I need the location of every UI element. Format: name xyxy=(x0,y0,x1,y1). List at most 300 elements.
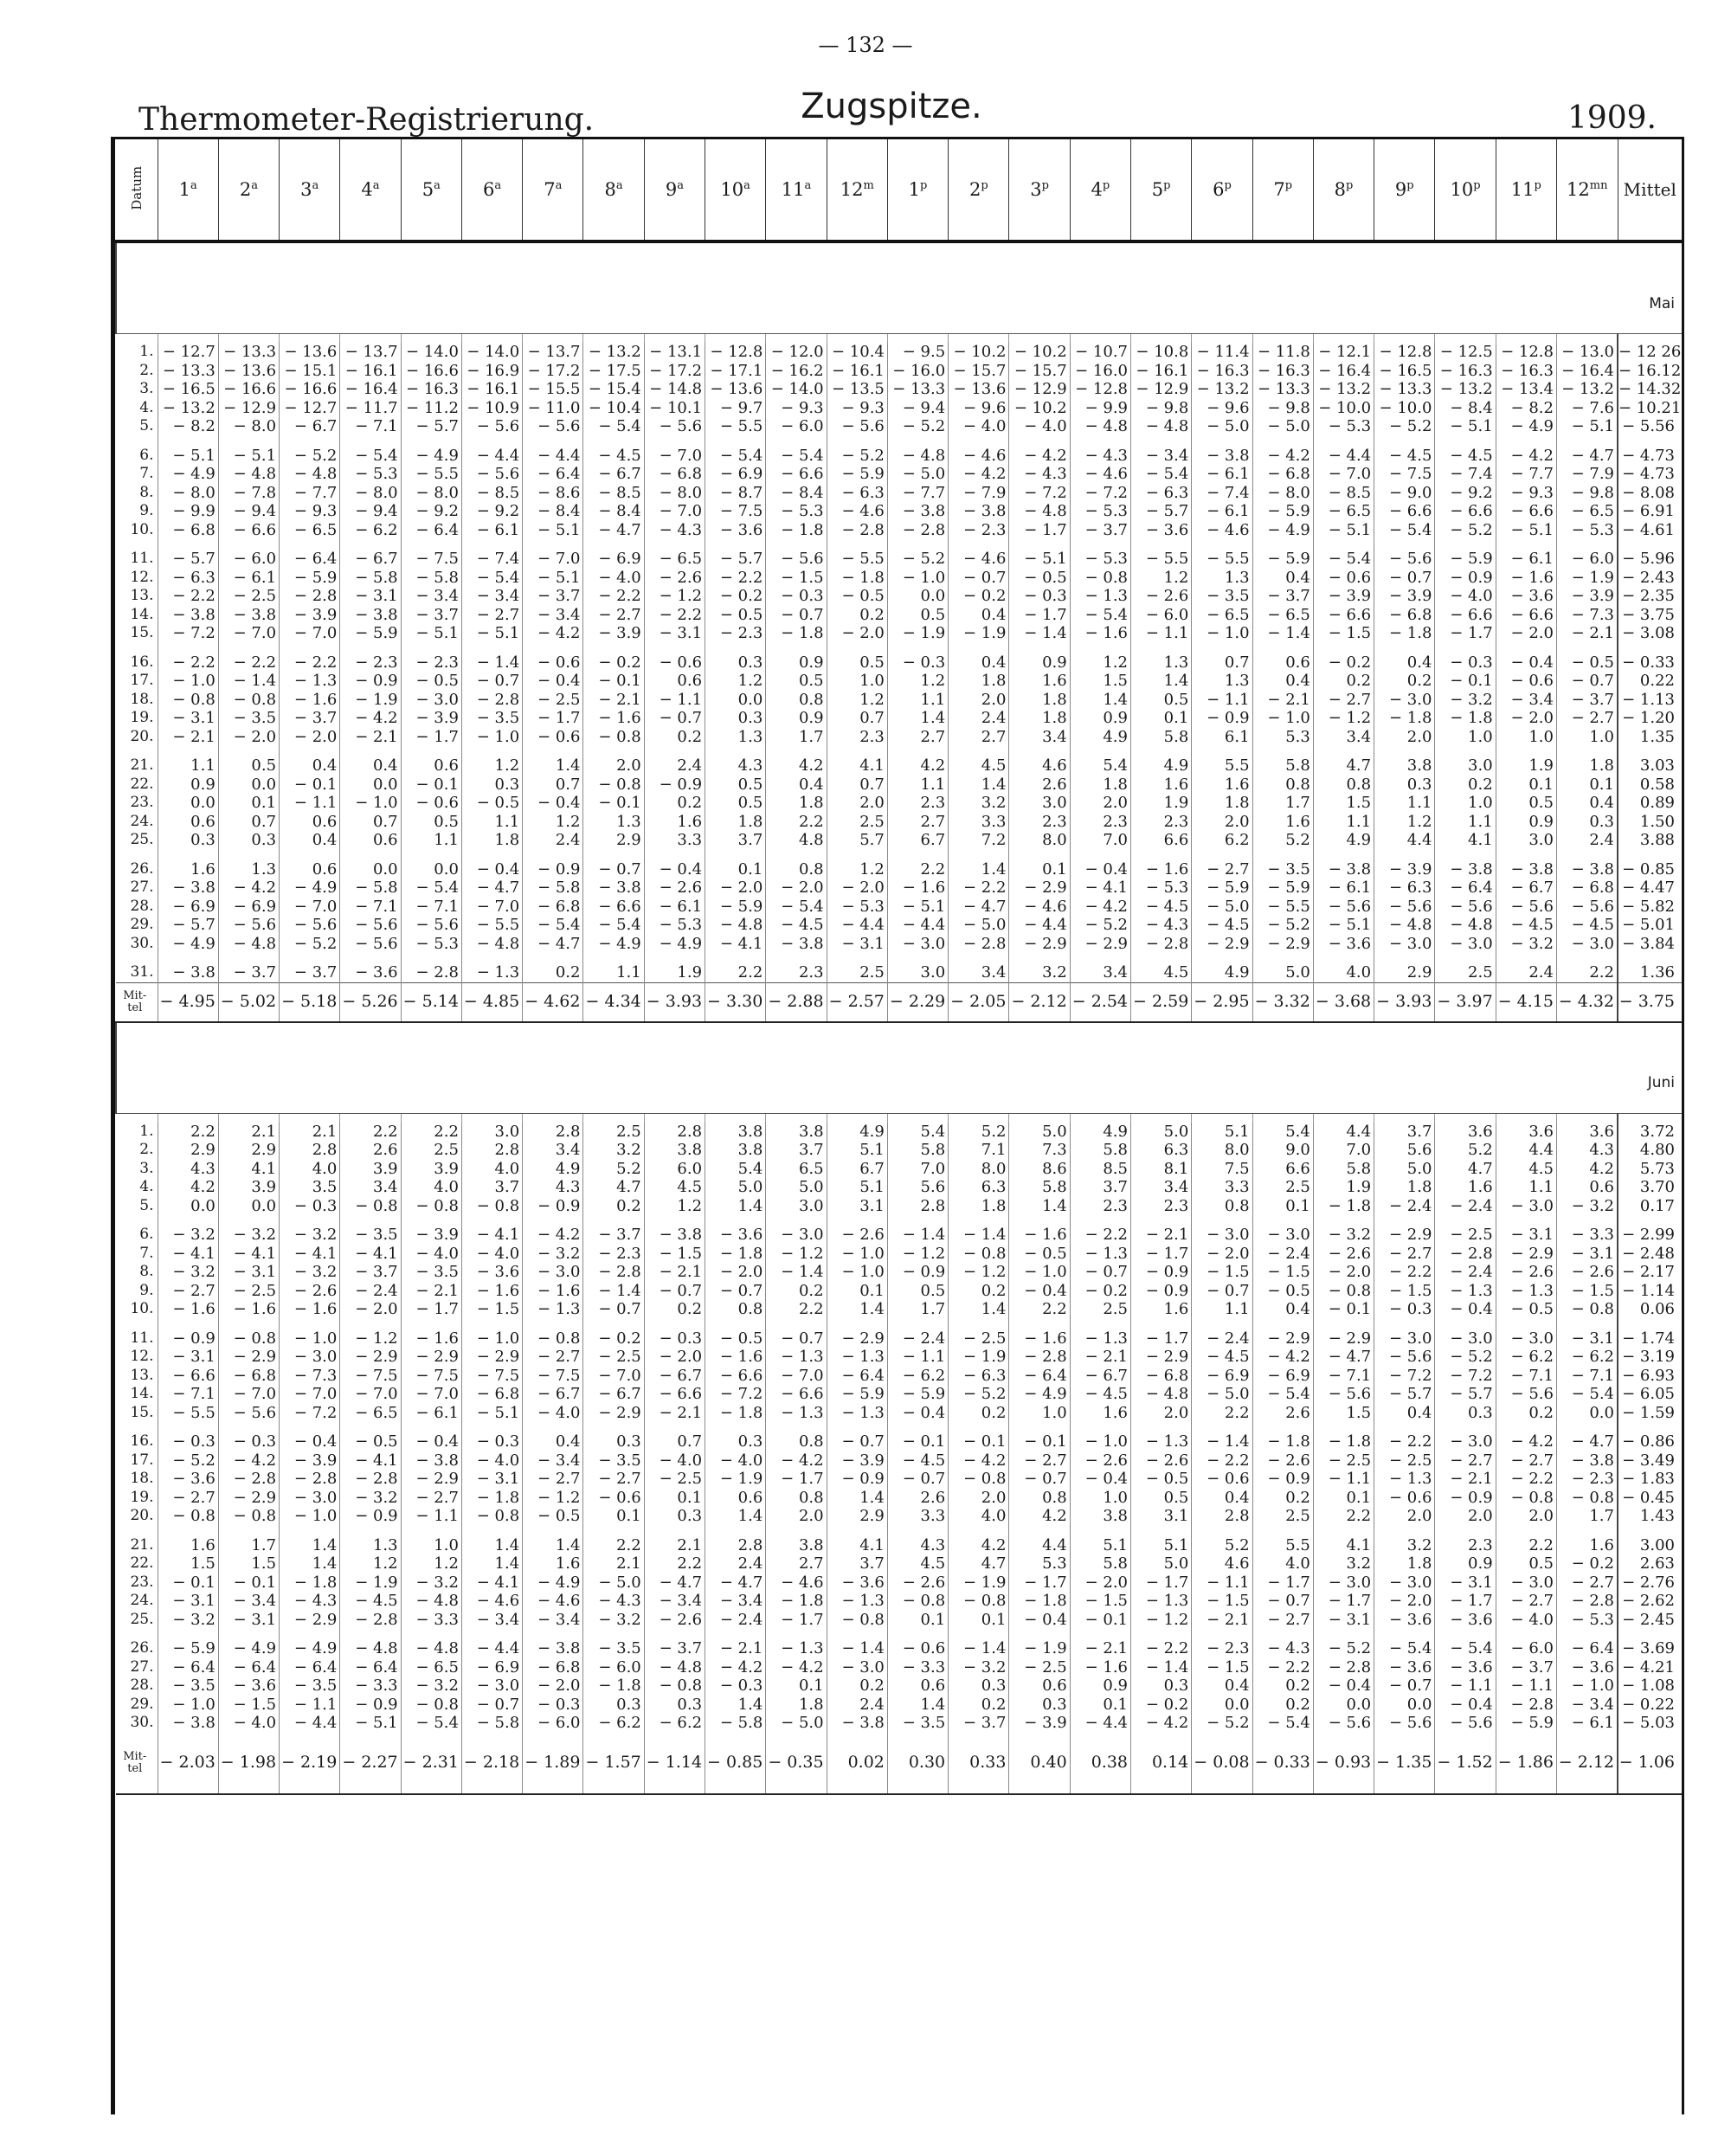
temp-cell: − 0.7 xyxy=(1556,672,1618,691)
temp-cell: 0.3 xyxy=(949,1677,1009,1696)
daily-mean-cell: 2.63 xyxy=(1618,1554,1682,1574)
temp-cell: 4.2 xyxy=(158,1178,218,1197)
daily-mean-cell: 3.03 xyxy=(1618,746,1682,776)
temp-cell: − 7.2 xyxy=(1435,1367,1496,1386)
spacer-cell xyxy=(1252,334,1313,344)
temp-cell: − 7.7 xyxy=(887,484,948,503)
temp-cell: − 4.0 xyxy=(523,1404,583,1423)
temp-cell: 4.2 xyxy=(1556,1160,1618,1179)
temp-cell: − 5.0 xyxy=(583,1574,644,1593)
temp-cell: − 1.6 xyxy=(401,1319,461,1348)
temp-cell: − 3.7 xyxy=(280,709,340,728)
temp-cell: − 4.7 xyxy=(705,1574,766,1593)
temp-cell: 2.1 xyxy=(583,1554,644,1574)
temp-cell: − 8.4 xyxy=(766,484,827,503)
temp-cell: 0.0 xyxy=(887,587,948,606)
temp-cell: 4.2 xyxy=(887,746,948,776)
monthly-mean-row xyxy=(116,1733,1682,1794)
temp-cell: − 1.0 xyxy=(1556,1677,1618,1696)
temp-cell: − 1.6 xyxy=(1070,624,1130,643)
temp-cell: − 5.2 xyxy=(280,436,340,466)
day-cell: 22. xyxy=(116,776,158,795)
temp-cell: − 2.0 xyxy=(827,624,887,643)
temp-cell: 0.1 xyxy=(218,794,279,813)
temp-cell: 3.0 xyxy=(461,1123,522,1142)
temp-cell: − 5.9 xyxy=(158,1629,218,1658)
temp-cell: − 5.9 xyxy=(280,569,340,588)
temp-cell: − 5.1 xyxy=(340,1714,401,1733)
temp-cell: − 8.2 xyxy=(158,417,218,436)
temp-cell: − 6.4 xyxy=(1556,1629,1618,1658)
temp-cell: − 4.7 xyxy=(644,1574,705,1593)
temp-cell: − 5.7 xyxy=(705,539,766,569)
day-cell: 16. xyxy=(116,1422,158,1451)
mean-value-cell: 0.30 xyxy=(887,1733,948,1794)
temp-cell: 9.0 xyxy=(1252,1141,1313,1160)
temp-cell: − 4.3 xyxy=(644,521,705,540)
temp-cell: 4.5 xyxy=(1131,953,1192,982)
temp-cell: − 1.3 xyxy=(280,672,340,691)
temp-cell: 1.9 xyxy=(1496,746,1556,776)
temp-cell: − 3.1 xyxy=(1435,1574,1496,1593)
temp-cell: − 13.3 xyxy=(218,343,279,362)
temp-cell: 5.8 xyxy=(1070,1554,1130,1574)
temp-cell: − 16.1 xyxy=(461,380,522,399)
temp-cell: − 3.1 xyxy=(461,1470,522,1489)
temp-cell: 5.0 xyxy=(1131,1554,1192,1574)
temp-cell: − 2.8 xyxy=(1435,1245,1496,1264)
column-header-hour: $12^{mn}$ xyxy=(1556,139,1618,241)
day-cell: 21. xyxy=(116,746,158,776)
temp-cell: − 5.1 xyxy=(1313,916,1374,935)
temp-cell: 3.6 xyxy=(1496,1123,1556,1142)
temp-cell: − 3.5 xyxy=(280,1677,340,1696)
temp-cell: − 1.7 xyxy=(1009,606,1070,625)
temp-cell: − 7.0 xyxy=(218,1385,279,1404)
temp-cell: − 5.4 xyxy=(523,916,583,935)
temp-cell: 1.8 xyxy=(1009,709,1070,728)
temp-cell: − 8.4 xyxy=(523,502,583,521)
temp-cell: 2.2 xyxy=(1009,1300,1070,1319)
mean-value-cell: − 2.57 xyxy=(827,982,887,1022)
temp-cell: 1.5 xyxy=(1313,794,1374,813)
day-cell: 2. xyxy=(116,362,158,381)
mean-value-cell: − 2.03 xyxy=(158,1733,218,1794)
spacer-cell xyxy=(705,334,766,344)
temp-cell: − 2.6 xyxy=(644,1611,705,1630)
temp-cell: 7.0 xyxy=(1070,831,1130,850)
temp-cell: − 1.0 xyxy=(827,1263,887,1282)
temp-cell: 5.0 xyxy=(1009,1123,1070,1142)
temp-cell: 1.2 xyxy=(705,672,766,691)
daily-mean-cell: − 16.12 xyxy=(1618,361,1682,380)
temp-cell: − 0.1 xyxy=(949,1422,1009,1451)
spacer-cell xyxy=(218,334,279,344)
temp-cell: − 4.8 xyxy=(340,1629,401,1658)
temp-cell: − 14.8 xyxy=(644,380,705,399)
temp-cell: − 0.2 xyxy=(705,587,766,606)
hour-suffix: p xyxy=(1224,179,1232,192)
temp-cell: 4.8 xyxy=(766,831,827,850)
temp-cell: − 2.8 xyxy=(1496,1696,1556,1715)
mean-value-cell: − 4.85 xyxy=(461,982,522,1022)
day-cell: 8. xyxy=(116,484,158,503)
temp-cell: − 2.8 xyxy=(827,521,887,540)
temp-cell: 0.2 xyxy=(1252,1696,1313,1715)
spacer-cell xyxy=(280,334,340,344)
mean-value-cell: − 4.15 xyxy=(1496,982,1556,1022)
temp-cell: − 1.5 xyxy=(1374,1282,1435,1301)
temp-cell: − 2.7 xyxy=(583,606,644,625)
temp-cell: − 6.0 xyxy=(523,1714,583,1733)
temp-cell: 7.0 xyxy=(1313,1141,1374,1160)
daily-mean-cell: 3.72 xyxy=(1618,1123,1682,1142)
daily-mean-cell: − 2.76 xyxy=(1618,1574,1682,1593)
temp-cell: − 5.6 xyxy=(218,916,279,935)
temp-cell: − 17.5 xyxy=(583,362,644,381)
temp-cell: 2.2 xyxy=(766,813,827,832)
temp-cell: − 4.6 xyxy=(461,1592,522,1611)
temp-cell: 0.0 xyxy=(218,776,279,795)
temp-cell: − 3.1 xyxy=(1556,1245,1618,1264)
daily-mean-cell: 3.00 xyxy=(1618,1526,1682,1555)
temp-cell: 3.3 xyxy=(644,831,705,850)
daily-mean-cell: − 3.08 xyxy=(1618,624,1682,643)
temp-cell: − 0.9 xyxy=(1435,569,1496,588)
temp-cell: − 6.7 xyxy=(583,1385,644,1404)
temp-cell: − 3.1 xyxy=(827,935,887,954)
daily-mean-cell: − 5.82 xyxy=(1618,898,1682,917)
temp-cell: − 16.1 xyxy=(340,362,401,381)
temp-cell: − 2.1 xyxy=(583,691,644,710)
temp-cell: − 6.6 xyxy=(644,1385,705,1404)
temp-cell: − 3.6 xyxy=(1313,935,1374,954)
temp-cell: − 3.6 xyxy=(1435,1658,1496,1677)
temp-cell: − 2.0 xyxy=(644,1348,705,1367)
spacer-cell xyxy=(340,334,401,344)
temp-cell: − 0.9 xyxy=(158,1319,218,1348)
day-cell: 12. xyxy=(116,1348,158,1367)
temp-cell: − 12.9 xyxy=(1009,380,1070,399)
mean-value-cell: − 5.26 xyxy=(340,982,401,1022)
temp-cell: − 5.4 xyxy=(1313,539,1374,569)
temp-cell: − 4.6 xyxy=(1070,465,1130,484)
temp-cell: − 2.2 xyxy=(1252,1658,1313,1677)
temp-cell: 0.7 xyxy=(1192,643,1252,673)
column-header-hour: 7$^a$ xyxy=(523,139,583,241)
temp-cell: − 17.1 xyxy=(705,362,766,381)
day-cell: 4. xyxy=(116,1178,158,1197)
temp-cell: 0.2 xyxy=(644,728,705,747)
temp-cell: − 1.1 xyxy=(1192,691,1252,710)
temp-cell: − 3.0 xyxy=(1496,1319,1556,1348)
table-row xyxy=(116,502,1682,521)
temp-cell: − 4.8 xyxy=(644,1658,705,1677)
temp-cell: 4.0 xyxy=(401,1178,461,1197)
temp-cell: − 0.8 xyxy=(461,1197,522,1216)
temp-cell: − 3.9 xyxy=(827,1451,887,1471)
spacer-cell xyxy=(949,334,1009,344)
temp-cell: − 4.9 xyxy=(1252,521,1313,540)
temp-cell: 0.9 xyxy=(766,709,827,728)
temp-cell: − 3.8 xyxy=(1496,850,1556,879)
temp-cell: − 3.2 xyxy=(949,1658,1009,1677)
temp-cell: − 2.1 xyxy=(644,1404,705,1423)
hour-suffix: p xyxy=(1284,179,1293,192)
temp-cell: − 6.5 xyxy=(1192,606,1252,625)
temp-cell: 5.0 xyxy=(766,1178,827,1197)
temp-cell: 2.8 xyxy=(1192,1507,1252,1526)
table-row xyxy=(116,850,1682,879)
temp-cell: − 5.1 xyxy=(523,569,583,588)
temp-cell: 3.8 xyxy=(705,1141,766,1160)
temp-cell: 3.7 xyxy=(1070,1178,1130,1197)
column-header-hour: 2$^p$ xyxy=(949,139,1009,241)
temp-cell: − 1.8 xyxy=(583,1677,644,1696)
spacer-cell xyxy=(1496,1113,1556,1123)
temp-cell: − 8.6 xyxy=(523,484,583,503)
temp-cell: − 2.2 xyxy=(280,643,340,673)
temp-cell: − 6.7 xyxy=(583,465,644,484)
temp-cell: 1.0 xyxy=(1070,1489,1130,1508)
temp-cell: − 3.2 xyxy=(583,1611,644,1630)
table-row xyxy=(116,1422,1682,1451)
temp-cell: − 0.1 xyxy=(158,1574,218,1593)
day-cell: 28. xyxy=(116,898,158,917)
temp-cell: − 4.9 xyxy=(644,935,705,954)
temp-cell: − 1.4 xyxy=(887,1215,948,1245)
temp-cell: − 0.8 xyxy=(949,1592,1009,1611)
temp-cell: − 2.7 xyxy=(523,1470,583,1489)
temp-cell: 4.2 xyxy=(1009,1507,1070,1526)
temp-cell: − 3.6 xyxy=(1435,1611,1496,1630)
temp-cell: − 1.8 xyxy=(1313,1197,1374,1216)
temp-cell: 2.8 xyxy=(280,1141,340,1160)
temp-cell: − 0.5 xyxy=(1009,569,1070,588)
temp-cell: 3.1 xyxy=(1131,1507,1192,1526)
temp-cell: − 11.7 xyxy=(340,399,401,418)
temp-cell: − 3.2 xyxy=(523,1245,583,1264)
table-row xyxy=(116,691,1682,710)
temp-cell: 1.4 xyxy=(523,1526,583,1555)
temp-cell: − 3.0 xyxy=(1435,935,1496,954)
temp-cell: − 6.0 xyxy=(1556,539,1618,569)
temp-cell: − 0.7 xyxy=(887,1470,948,1489)
temp-cell: − 2.8 xyxy=(280,587,340,606)
temp-cell: − 0.1 xyxy=(1009,1422,1070,1451)
temp-cell: − 10.1 xyxy=(644,399,705,418)
temp-cell: − 16.4 xyxy=(1556,362,1618,381)
temp-cell: − 3.1 xyxy=(1556,1319,1618,1348)
temp-cell: 1.4 xyxy=(949,1300,1009,1319)
temp-cell: − 2.7 xyxy=(1192,850,1252,879)
temp-cell: 1.3 xyxy=(340,1526,401,1555)
temp-cell: 3.2 xyxy=(583,1141,644,1160)
temp-cell: − 5.9 xyxy=(1252,502,1313,521)
temp-cell: − 0.3 xyxy=(766,587,827,606)
temp-cell: − 5.3 xyxy=(1556,521,1618,540)
temp-cell: − 10.2 xyxy=(1009,399,1070,418)
temp-cell: 2.2 xyxy=(1496,1526,1556,1555)
temp-cell: − 5.2 xyxy=(1313,1629,1374,1658)
temp-cell: 5.8 xyxy=(887,1141,948,1160)
temp-cell: − 2.3 xyxy=(705,624,766,643)
temp-cell: − 5.3 xyxy=(1070,502,1130,521)
mean-label-line: tel xyxy=(127,1001,143,1014)
temp-cell: 2.9 xyxy=(827,1507,887,1526)
temp-cell: − 2.0 xyxy=(1496,709,1556,728)
temp-cell: − 5.2 xyxy=(1435,521,1496,540)
temp-cell: − 7.1 xyxy=(1496,1367,1556,1386)
mean-value-cell: − 0.08 xyxy=(1192,1733,1252,1794)
spacer-cell xyxy=(1496,334,1556,344)
temp-cell: − 0.5 xyxy=(705,606,766,625)
temp-cell: − 0.8 xyxy=(644,1677,705,1696)
temp-cell: − 4.4 xyxy=(1313,436,1374,466)
daily-mean-cell: − 10.21 xyxy=(1618,398,1682,417)
temp-cell: 1.1 xyxy=(1192,1300,1252,1319)
temp-cell: 2.8 xyxy=(705,1526,766,1555)
temp-cell: 2.0 xyxy=(1374,728,1435,747)
temp-cell: − 7.5 xyxy=(523,1367,583,1386)
temp-cell: − 4.9 xyxy=(280,878,340,898)
temp-cell: − 0.5 xyxy=(827,587,887,606)
temp-cell: 1.2 xyxy=(644,1197,705,1216)
temp-cell: − 0.9 xyxy=(1252,1470,1313,1489)
temp-cell: − 5.1 xyxy=(461,624,522,643)
temp-cell: − 3.5 xyxy=(1252,850,1313,879)
temp-cell: 1.1 xyxy=(887,776,948,795)
station-name: Zugspitze. xyxy=(801,87,982,126)
temp-cell: − 1.0 xyxy=(158,672,218,691)
temp-cell: − 5.6 xyxy=(280,916,340,935)
temp-cell: − 5.9 xyxy=(887,1385,948,1404)
temp-cell: 2.3 xyxy=(1435,1526,1496,1555)
temp-cell: − 4.8 xyxy=(1131,417,1192,436)
temp-cell: 1.8 xyxy=(766,794,827,813)
hour-suffix: a xyxy=(677,179,684,192)
temp-cell: − 4.7 xyxy=(1556,436,1618,466)
temp-cell: − 7.0 xyxy=(461,898,522,917)
temp-cell: − 5.7 xyxy=(158,916,218,935)
temp-cell: − 0.9 xyxy=(1131,1282,1192,1301)
temp-cell: 0.2 xyxy=(1252,1677,1313,1696)
temp-cell: − 6.7 xyxy=(280,417,340,436)
temp-cell: − 0.7 xyxy=(644,709,705,728)
temp-cell: − 2.9 xyxy=(218,1489,279,1508)
temp-cell: 2.4 xyxy=(705,1554,766,1574)
temp-cell: − 1.3 xyxy=(523,1300,583,1319)
temp-cell: − 8.0 xyxy=(644,484,705,503)
daily-mean-cell: 4.80 xyxy=(1618,1141,1682,1160)
temp-cell: 4.9 xyxy=(1070,728,1130,747)
temp-cell: − 1.8 xyxy=(1252,1422,1313,1451)
hour-suffix: m xyxy=(863,179,874,192)
table-row xyxy=(116,606,1682,625)
temp-cell: − 1.4 xyxy=(1252,624,1313,643)
temp-cell: − 4.0 xyxy=(461,1245,522,1264)
temp-cell: 5.8 xyxy=(1252,746,1313,776)
temp-cell: − 5.4 xyxy=(401,878,461,898)
temp-cell: − 1.0 xyxy=(1009,1263,1070,1282)
temp-cell: − 5.8 xyxy=(523,878,583,898)
mean-value-cell: − 2.95 xyxy=(1192,982,1252,1022)
temp-cell: 5.5 xyxy=(1252,1526,1313,1555)
mean-label-line: Mit- xyxy=(123,1749,147,1763)
table-row xyxy=(116,1714,1682,1733)
temp-cell: − 4.3 xyxy=(1252,1629,1313,1658)
table-row xyxy=(116,1160,1682,1179)
temp-cell: − 4.2 xyxy=(1009,436,1070,466)
table-row xyxy=(116,436,1682,466)
temp-cell: 1.1 xyxy=(887,691,948,710)
temp-cell: − 6.8 xyxy=(218,1367,279,1386)
table-row xyxy=(116,709,1682,728)
hour-suffix: p xyxy=(920,179,928,192)
temp-cell: − 0.4 xyxy=(280,1422,340,1451)
temp-cell: 5.0 xyxy=(1252,953,1313,982)
temp-cell: − 3.6 xyxy=(340,953,401,982)
temp-cell: − 7.0 xyxy=(340,1385,401,1404)
temp-cell: − 1.7 xyxy=(1435,1592,1496,1611)
daily-mean-cell: − 3.49 xyxy=(1618,1451,1682,1471)
temp-cell: − 3.7 xyxy=(340,1263,401,1282)
temp-cell: − 3.7 xyxy=(583,1215,644,1245)
temp-cell: 0.1 xyxy=(949,1611,1009,1630)
temp-cell: − 1.4 xyxy=(1192,1422,1252,1451)
temp-cell: 0.4 xyxy=(280,831,340,850)
spacer-cell xyxy=(827,1113,887,1123)
mean-value-cell: − 1.89 xyxy=(523,1733,583,1794)
temp-cell: 2.5 xyxy=(827,813,887,832)
temp-cell: 7.3 xyxy=(1009,1141,1070,1160)
temp-cell: − 2.0 xyxy=(340,1300,401,1319)
temp-cell: 0.2 xyxy=(523,953,583,982)
temp-cell: − 3.8 xyxy=(1435,850,1496,879)
table-row xyxy=(116,380,1682,399)
mean-value-cell: − 3.68 xyxy=(1313,982,1374,1022)
temp-cell: 2.5 xyxy=(1070,1300,1130,1319)
temp-cell: − 1.4 xyxy=(1009,624,1070,643)
temp-cell: 5.2 xyxy=(1192,1526,1252,1555)
temp-cell: − 6.8 xyxy=(1556,878,1618,898)
daily-mean-cell: − 0.85 xyxy=(1618,850,1682,879)
temp-cell: − 6.4 xyxy=(158,1658,218,1677)
mean-value-cell: − 2.18 xyxy=(461,1733,522,1794)
temp-cell: − 1.8 xyxy=(705,1245,766,1264)
daily-mean-cell: − 6.93 xyxy=(1618,1367,1682,1386)
temp-cell: − 4.0 xyxy=(401,1245,461,1264)
temp-cell: − 2.2 xyxy=(158,643,218,673)
temp-cell: − 6.1 xyxy=(218,569,279,588)
table-row xyxy=(116,1696,1682,1715)
temp-cell: − 6.6 xyxy=(218,521,279,540)
temp-cell: 2.2 xyxy=(158,1123,218,1142)
temp-cell: − 1.4 xyxy=(461,643,522,673)
temp-cell: 1.4 xyxy=(827,1489,887,1508)
temp-cell: − 5.4 xyxy=(1252,1714,1313,1733)
temp-cell: − 6.6 xyxy=(1435,502,1496,521)
table-row xyxy=(116,569,1682,588)
temp-cell: − 13.6 xyxy=(705,380,766,399)
temp-cell: − 0.8 xyxy=(401,1197,461,1216)
temp-cell: − 15.5 xyxy=(523,380,583,399)
temp-cell: − 7.5 xyxy=(401,1367,461,1386)
temp-cell: − 1.0 xyxy=(158,1696,218,1715)
temp-cell: − 5.4 xyxy=(1556,1385,1618,1404)
temp-cell: − 5.2 xyxy=(827,436,887,466)
day-cell: 23. xyxy=(116,1574,158,1593)
